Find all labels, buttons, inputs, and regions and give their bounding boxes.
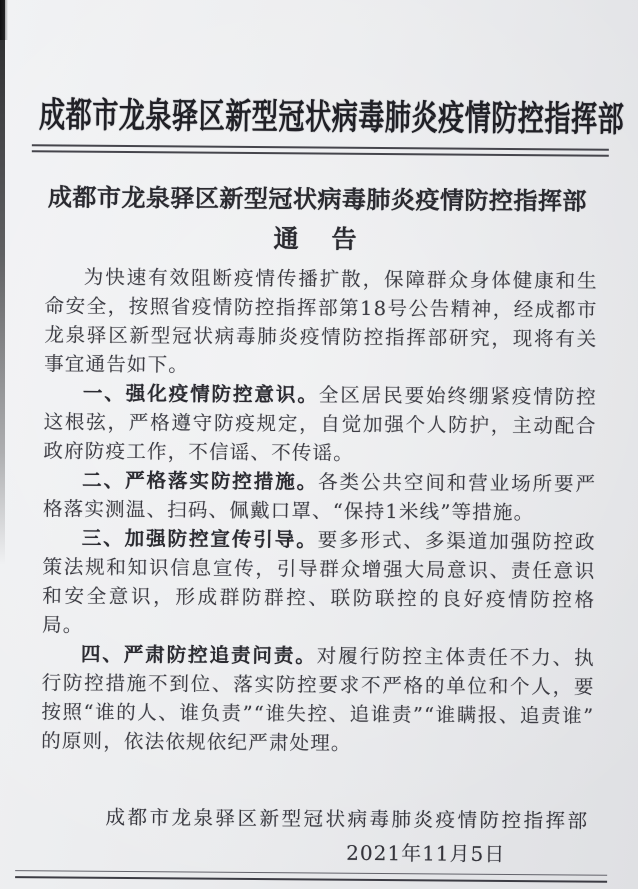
banner-double-rule: [32, 144, 609, 156]
notice-item-2: [43, 465, 596, 527]
intro-text: 为快速有效阻断疫情传播扩散，保障群众身体健康和生命安全，按照省疫情防控指挥部第18号公告精神，经成都市龙泉驿区新型冠状病毒肺炎疫情防控指挥部研究，现将有关事宜通告如下。: [44, 265, 598, 376]
item-2-lead: 二、严格落实防控措施。: [82, 468, 319, 494]
item-4-lead: 四、严肃防控追责问责。: [80, 642, 317, 668]
date-line: 2021年11月5日: [346, 840, 506, 866]
item-3-lead: 三、加强防控宣传引导。: [81, 526, 318, 552]
item-1-lead: 一、强化疫情防控意识。: [82, 381, 319, 407]
notice-body: [41, 262, 598, 759]
item-1-body: 全区居民要始终绷紧疫情防控这根弦，严格遵守防疫规定，自觉加强个人防护，主动配合政府防疫工作，不信谣、不传谣。: [43, 383, 597, 465]
item-2-body: 各类公共空间和营业场所要严格落实测温、扫码、佩戴口罩、“保持1米线”等措施。: [42, 470, 597, 524]
item-4-body: 对履行防控主体责任不力、执行防控措施不到位、落实防控要求不严格的单位和个人，要按照“谁的人、谁负责”“谁失控、追谁责”“谁瞒报、追责谁”的原则，依法依规依纪严肃处理。: [41, 644, 595, 755]
notice-item-1: [43, 378, 597, 469]
notice-type-heading: 通 告: [273, 223, 361, 254]
notice-org-heading: 成都市龙泉驿区新型冠状病毒肺炎疫情防控指挥部: [47, 181, 588, 216]
footer-double-rule: [15, 870, 607, 883]
intro-paragraph: [44, 262, 598, 382]
banner-title: 成都市龙泉驿区新型冠状病毒肺炎疫情防控指挥部: [38, 95, 625, 141]
signature-line: 成都市龙泉驿区新型冠状病毒肺炎疫情防控指挥部: [105, 805, 590, 833]
notice-item-3: [42, 523, 596, 643]
item-3-body: 要多形式、多渠道加强防控政策法规和知识信息宣传，引导群众增强大局意识、责任意识和安全意识，形成群防群控、联防联控的良好疫情防控格局。: [42, 528, 596, 637]
notice-item-4: [41, 639, 595, 759]
